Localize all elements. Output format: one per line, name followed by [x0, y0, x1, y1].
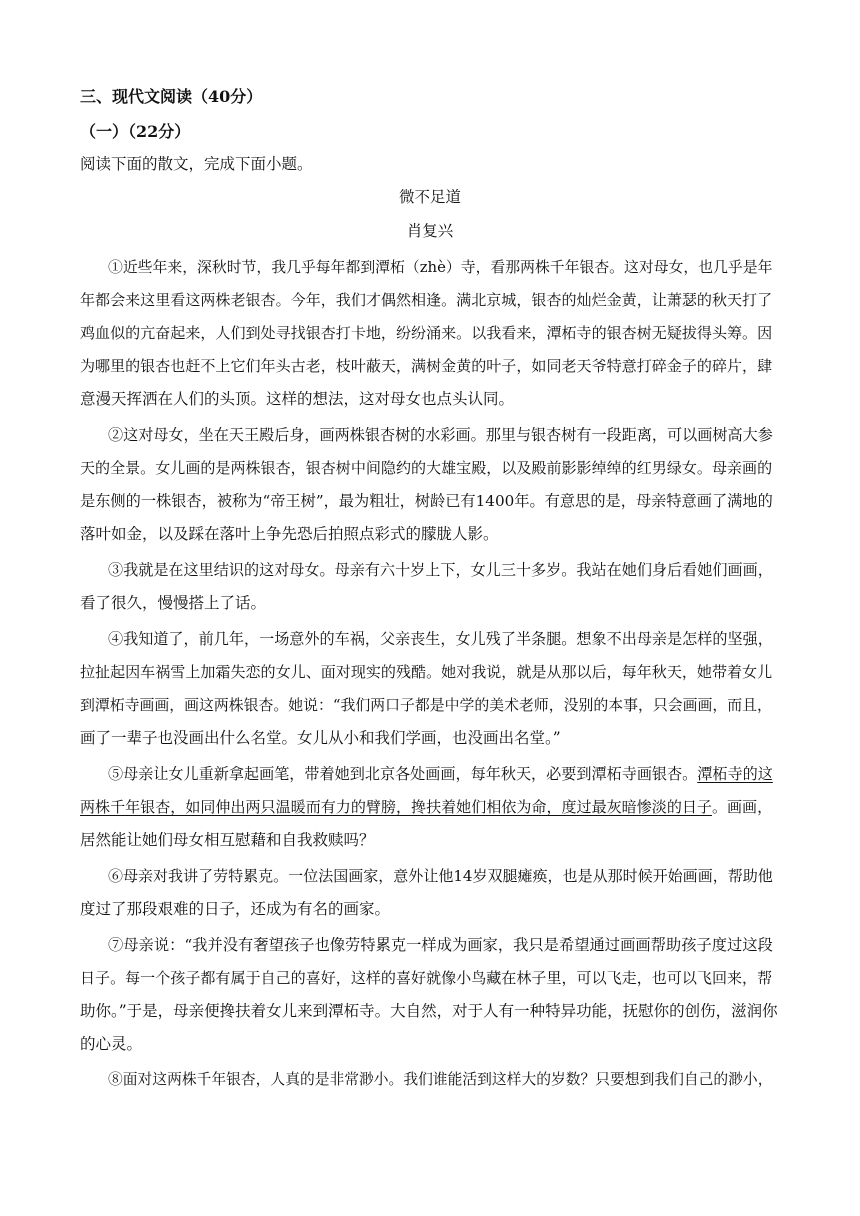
paragraph-4-line-2: 拉扯起因车祸雪上加霜失恋的女儿、面对现实的残酷。她对我说，就是从那以后，每年秋天，她带着女儿: [80, 663, 773, 681]
paragraph-2-line-1: ②这对母女，坐在天王殿后身，画两株银杏树的水彩画。那里与银杏树有一段距离，可以画树高大参: [108, 426, 773, 444]
paragraph-1-line-3: 鸡血似的亢奋起来，人们到处寻找银杏打卡地，纷纷涌来。以我看来，潭柘寺的银杏树无疑拔得头筹。因: [80, 324, 773, 342]
paragraph-4-line-1: ④我知道了，前几年，一场意外的车祸，父亲丧生，女儿残了半条腿。想象不出母亲是怎样的坚强，: [108, 630, 773, 648]
paragraph-1-line-2: 年都会来这里看这两株老银杏。今年，我们才偶然相逢。满北京城，银杏的灿烂金黄，让萧瑟的秋天打了: [80, 291, 773, 309]
essay-author: 肖复兴: [406, 222, 454, 240]
paragraph-5-text: ⑤母亲让女儿重新拿起画笔，带着她到北京各处画画，每年秋天，必要到潭柘寺画银杏。: [108, 765, 698, 783]
paragraph-7-line-3: 助你。”于是，母亲便搀扶着女儿来到潭柘寺。大自然，对于人有一种特异功能，抚慰你的创伤，滋润你: [80, 1002, 778, 1020]
instructions: 阅读下面的散文，完成下面小题。: [80, 155, 313, 173]
paragraph-4-line-4: 画了一辈子也没画出什么名堂。女儿从小和我们学画，也没画出名堂。”: [80, 729, 561, 747]
paragraph-6-line-2: 度过了那段艰难的日子，还成为有名的画家。: [80, 900, 391, 918]
paragraph-1-line-5: 意漫天挥洒在人们的头顶。这样的想法，这对母女也点头认同。: [80, 390, 515, 408]
paragraph-7-line-1: ⑦母亲说：“我并没有奢望孩子也像劳特累克一样成为画家，我只是希望通过画画帮助孩子度过这段: [108, 936, 773, 954]
paragraph-2-line-4: 落叶如金，以及踩在落叶上争先恐后拍照点彩式的朦胧人影。: [80, 525, 499, 543]
essay-title: 微不足道: [398, 188, 461, 206]
subsection-heading: （一）（22分）: [80, 122, 191, 141]
paragraph-7-line-4: 的心灵。: [80, 1035, 143, 1053]
section-heading: 三、现代文阅读（40分）: [80, 87, 263, 106]
paragraph-6-line-1: ⑥母亲对我讲了劳特累克。一位法国画家，意外让他14岁双腿瘫痪，也是从那时候开始画画，帮助他: [108, 867, 773, 885]
paragraph-5-line-2: [80, 797, 780, 817]
underlined-sentence: 两株千年银杏，如同伸出两只温暖而有力的臂膀，搀扶着她们相依为命，度过最灰暗惨淡的日子: [80, 798, 712, 816]
paragraph-7-line-2: 日子。每一个孩子都有属于自己的喜好，这样的喜好就像小鸟藏在林子里，可以飞走，也可以飞回来，帮: [80, 969, 773, 987]
underlined-sentence-start: 潭柘寺的这: [697, 765, 773, 783]
paragraph-3-line-2: 看了很久，慢慢搭上了话。: [80, 594, 267, 612]
paragraph-5-line-1: [108, 764, 780, 784]
paragraph-4-line-3: 到潭柘寺画画，画这两株银杏。她说：“我们两口子都是中学的美术老师，没别的本事，只会画画，而且，: [80, 696, 772, 714]
paragraph-5-text-cont: 。画画，: [711, 798, 773, 816]
paragraph-8-line-1: ⑧面对这两株千年银杏，人真的是非常渺小。我们谁能活到这样大的岁数？只要想到我们自己的渺小，: [108, 1071, 773, 1088]
paragraph-5-line-3: 居然能让她们母女相互慰藉和自我救赎吗？: [80, 831, 375, 849]
paragraph-1-line-1: ①近些年来，深秋时节，我几乎每年都到潭柘（zhè）寺，看那两株千年银杏。这对母女，也几乎是年: [108, 258, 773, 276]
paragraph-2-line-2: 天的全景。女儿画的是两株银杏，银杏树中间隐约的大雄宝殿，以及殿前影影绰绰的红男绿女。母亲画的: [80, 459, 773, 477]
paragraph-2-line-3: 是东侧的一株银杏，被称为“帝王树”，最为粗壮，树龄已有1400年。有意思的是，母亲特意画了满地的: [80, 492, 773, 510]
paragraph-1-line-4: 为哪里的银杏也赶不上它们年头古老，枝叶蔽天，满树金黄的叶子，如同老天爷特意打碎金子的碎片，肆: [80, 357, 773, 375]
paragraph-3-line-1: ③我就是在这里结识的这对母女。母亲有六十岁上下，女儿三十多岁。我站在她们身后看她们画画，: [108, 561, 773, 579]
